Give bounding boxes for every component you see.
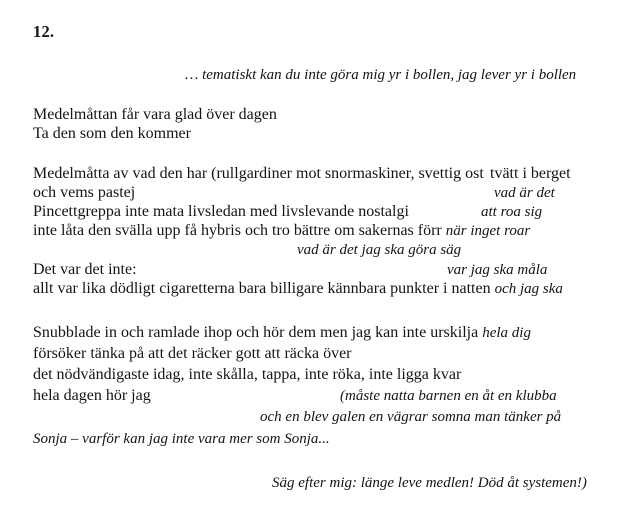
poem-line xyxy=(33,386,557,405)
poem-italic-segment: var jag ska måla xyxy=(447,262,548,278)
marginal-voice-line xyxy=(297,240,461,260)
poem-italic-segment: och en blev galen en vägrar somna man tänker på xyxy=(260,409,562,425)
poem-text-segment: och vems pastej xyxy=(33,184,136,201)
poem-italic-segment: att roa sig xyxy=(481,204,543,220)
poem-text-segment: inte låta den svälla upp få hybris och tro bättre om sakernas förr xyxy=(33,222,446,239)
poem-line xyxy=(33,279,563,299)
poem-italic-segment: vad är det jag ska göra säg xyxy=(297,242,462,258)
marginal-voice-line xyxy=(33,429,330,449)
poem-italic-segment: Sonja – varför kan jag inte vara mer som Sonja... xyxy=(33,431,330,447)
poem-text-segment: allt var lika dödligt cigaretterna bara billigare kännbara punkter i natten xyxy=(33,280,495,297)
epigraph-line xyxy=(185,65,576,85)
poem-line xyxy=(33,365,461,384)
poem-line xyxy=(33,164,571,183)
poem-text-segment: Det var det inte: xyxy=(33,261,137,278)
poem-line xyxy=(33,105,277,124)
marginal-voice-line xyxy=(272,473,587,493)
poem-text-segment: det nödvändigaste idag, inte skålla, tappa, inte röka, inte ligga kvar xyxy=(33,366,462,383)
poem-line xyxy=(33,260,548,279)
poem-text-segment: Snubblade in och ramlade ihop och hör dem men jag kan inte urskilja xyxy=(33,324,483,341)
poem-italic-segment: (måste natta barnen en åt en klubba xyxy=(340,388,557,404)
poem-line xyxy=(33,221,530,241)
poem-italic-segment: Säg efter mig: länge leve medlen! Död åt systemen!) xyxy=(272,475,587,491)
poem-text-segment: Pincettgreppa inte mata livsledan med livslevande nostalgi xyxy=(33,203,409,220)
poem-line xyxy=(33,323,531,343)
poem-text-segment: Medelmåttan får vara glad över dagen xyxy=(33,106,277,123)
poem-text-segment: tvätt i berget xyxy=(490,165,571,182)
poem-text-segment: hela dagen hör jag xyxy=(33,387,151,404)
poem-line xyxy=(33,183,555,202)
poem-italic-segment: vad är det xyxy=(494,185,555,201)
poem-italic-segment: … tematiskt kan du inte göra mig yr i bollen, jag lever yr i bollen xyxy=(185,67,577,83)
poem-italic-segment: när inget roar xyxy=(445,223,531,239)
marginal-voice-line xyxy=(260,407,561,427)
poem-italic-segment: och jag ska xyxy=(494,281,563,297)
poem-text-segment: försöker tänka på att det räcker gott att räcka över xyxy=(33,345,352,362)
poem-line xyxy=(33,202,543,221)
poem-text-segment: Medelmåtta av vad den har (rullgardiner mot snormaskiner, svettig ost xyxy=(33,165,484,182)
poem-line xyxy=(33,344,352,363)
poem-line xyxy=(33,124,191,143)
page-number: 12. xyxy=(33,22,55,41)
poem-text-segment: Ta den som den kommer xyxy=(33,125,191,142)
poem-italic-segment: hela dig xyxy=(482,325,531,341)
